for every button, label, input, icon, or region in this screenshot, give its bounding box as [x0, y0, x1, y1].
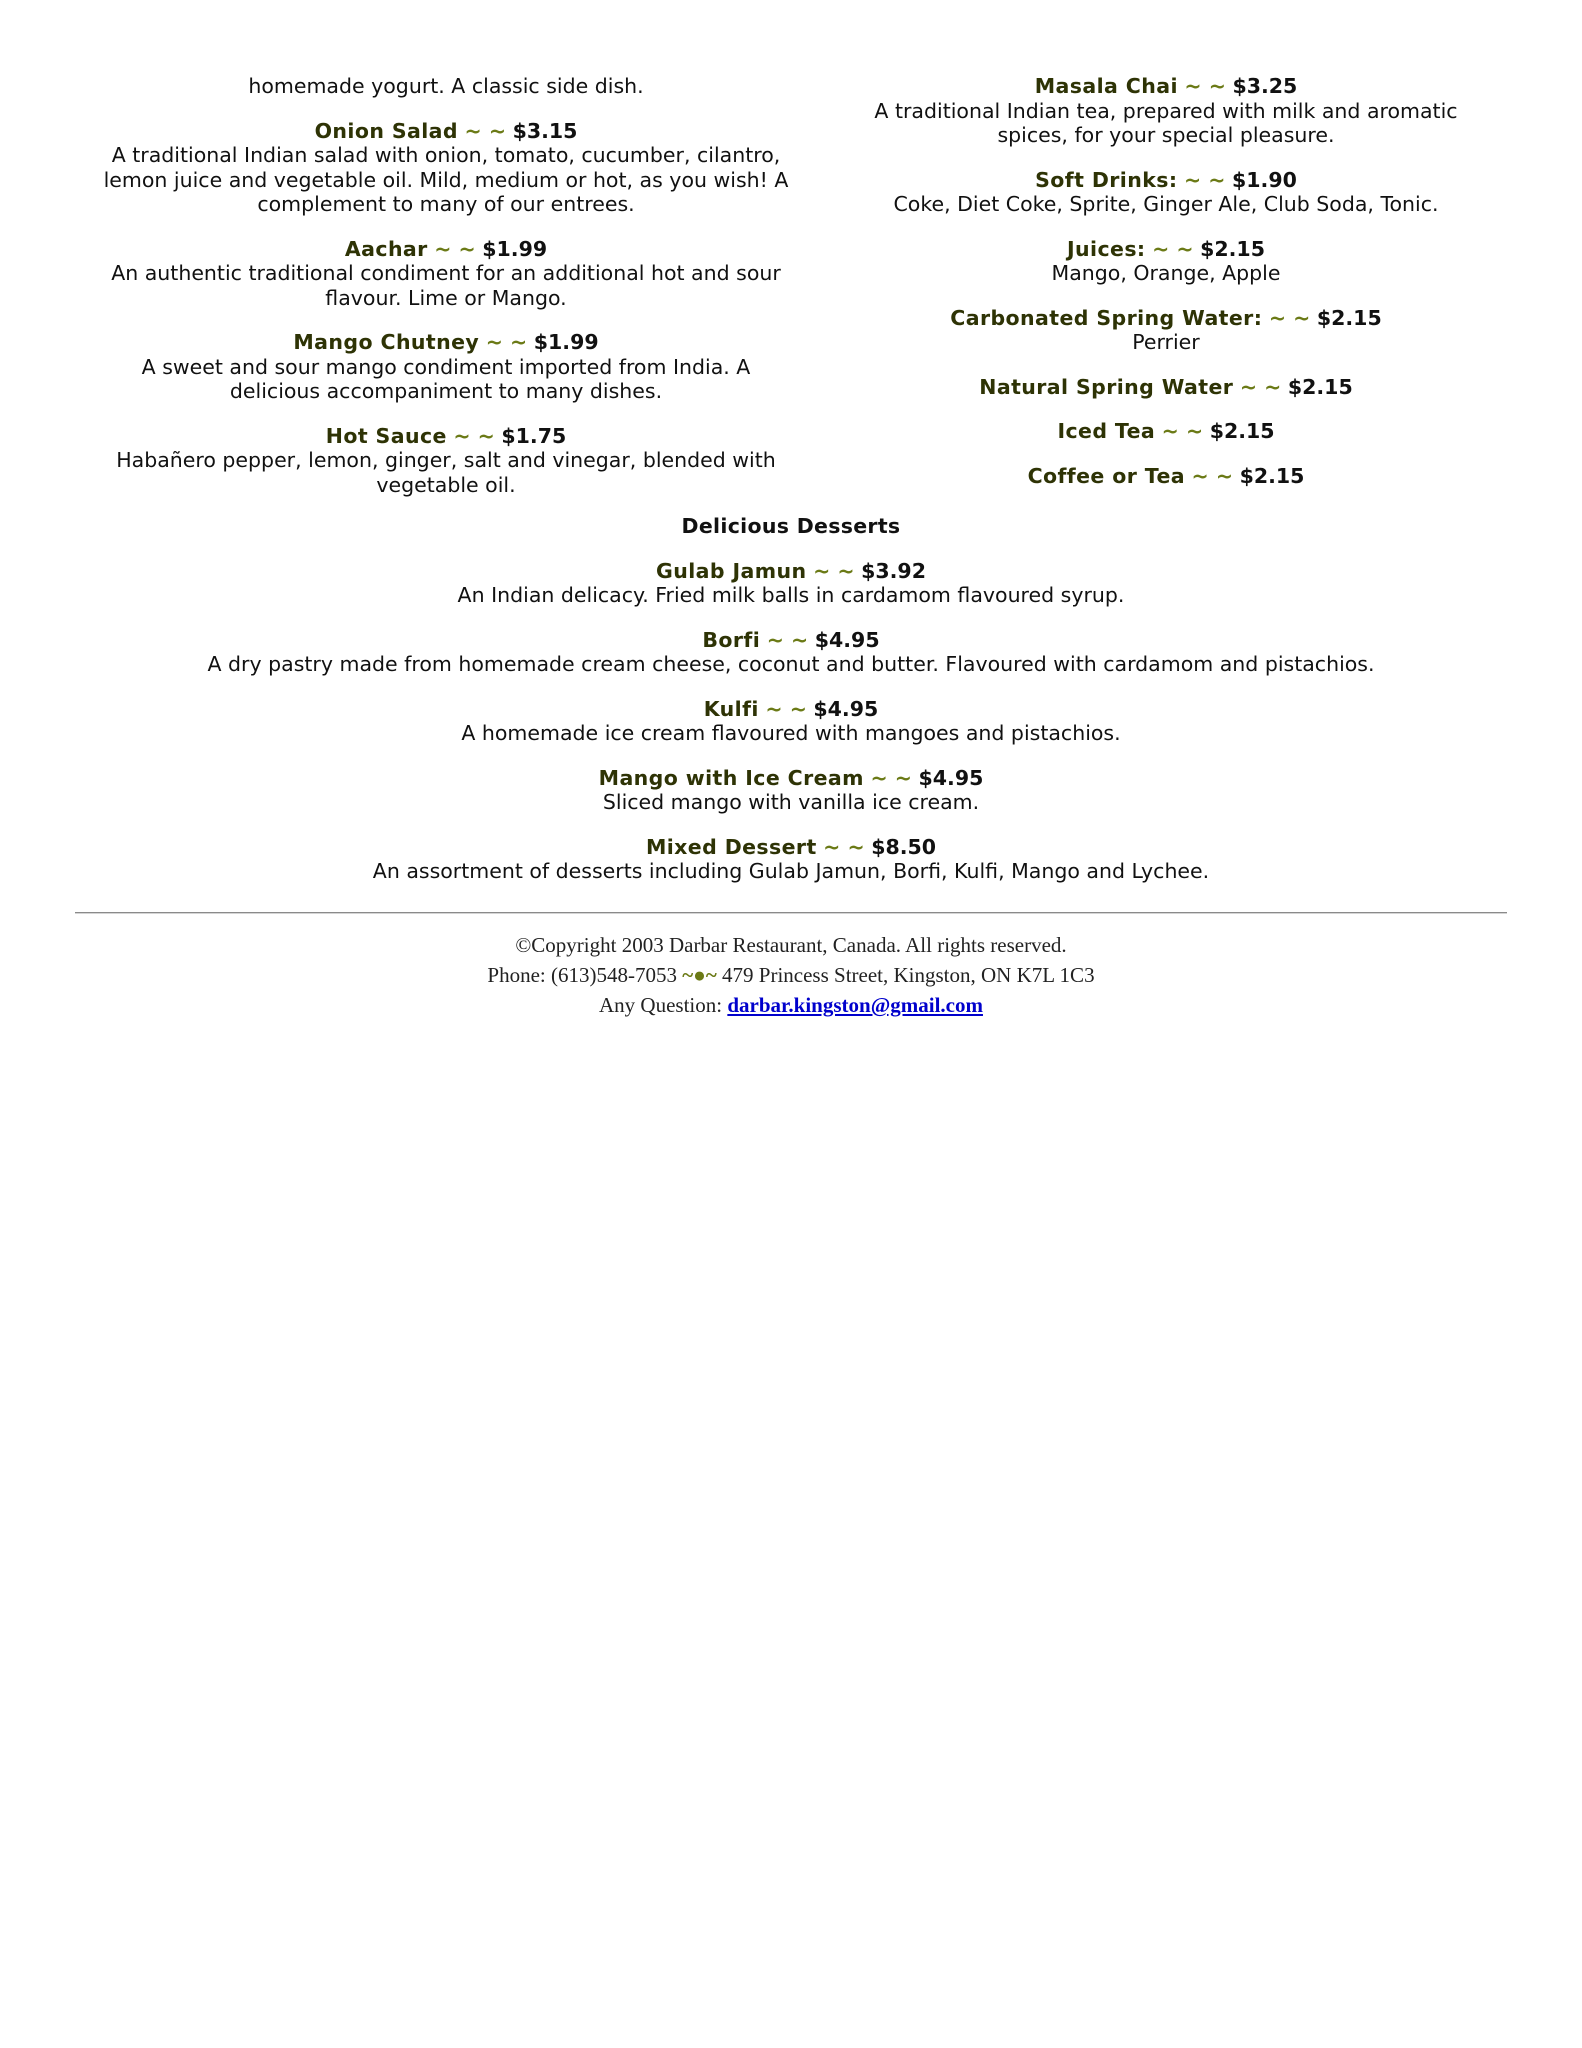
item-heading [846, 237, 1486, 262]
item-description: Coke, Diet Coke, Sprite, Ginger Ale, Club Soda, Tonic. [893, 192, 1439, 216]
item-title: Hot Sauce [325, 423, 447, 448]
tilde-separator: ~ ~ [434, 236, 476, 261]
menu-item-coffee-or-tea [846, 464, 1486, 489]
item-description: A traditional Indian salad with onion, tomato, cucumber, cilantro, lemon juice and vegetable oil. Mild, medium or hot, as you wish! A complement to many of our entrees. [103, 143, 789, 216]
item-description: A dry pastry made from homemade cream cheese, coconut and butter. Flavoured with cardamom and pistachios. [207, 652, 1375, 676]
item-price: $2.15 [1316, 305, 1382, 330]
item-title: Iced Tea [1057, 419, 1156, 443]
item-heading [96, 119, 796, 144]
item-description: An assortment of desserts including Gulab Jamun, Borfi, Kulfi, Mango and Lychee. [372, 859, 1210, 883]
item-heading [846, 419, 1486, 444]
item-heading [846, 168, 1486, 193]
menu-item-natural-water [846, 375, 1486, 400]
menu-item-soft-drinks [846, 168, 1486, 217]
tilde-separator: ~ ~ [1184, 74, 1226, 98]
item-heading [0, 628, 1582, 653]
item-description: A sweet and sour mango condiment imported from India. A delicious accompaniment to many dishes. [141, 354, 751, 403]
item-heading [0, 697, 1582, 722]
item-price: $2.15 [1209, 419, 1275, 443]
menu-item-carbonated-water [846, 306, 1486, 355]
phone-text: Phone: (613)548-7053 [487, 963, 677, 987]
item-price: $1.90 [1232, 167, 1297, 192]
email-link[interactable]: darbar.kingston@gmail.com [727, 993, 983, 1017]
item-price: $4.95 [814, 627, 880, 652]
section-heading: Delicious Desserts [681, 514, 901, 538]
item-heading [96, 330, 796, 355]
tilde-separator: ~ ~ [453, 423, 495, 448]
item-heading [846, 74, 1486, 99]
item-title: Aachar [344, 236, 428, 261]
item-price: $8.50 [871, 834, 937, 859]
tilde-separator: ~ ~ [1239, 374, 1282, 399]
item-price: $2.15 [1200, 236, 1265, 261]
tilde-separator: ~ ~ [1191, 463, 1234, 488]
item-price: $4.95 [813, 696, 879, 721]
tilde-separator: ~ ~ [1161, 419, 1204, 443]
item-title: Gulab Jamun [656, 558, 807, 583]
item-title: Borfi [702, 627, 761, 652]
left-column [96, 74, 796, 517]
menu-item-mixed-dessert [0, 835, 1582, 884]
tilde-separator: ~ ~ [870, 765, 912, 790]
menu-columns [96, 74, 1486, 517]
item-description: Habañero pepper, lemon, ginger, salt and vinegar, blended with vegetable oil. [116, 448, 776, 497]
item-heading [846, 464, 1486, 489]
menu-item-aachar [96, 237, 796, 311]
item-description: An authentic traditional condiment for an additional hot and sour flavour. Lime or Mango. [111, 261, 781, 310]
right-column [846, 74, 1486, 517]
item-description: homemade yogurt. A classic side dish. [248, 74, 644, 98]
item-title: Carbonated Spring Water: [950, 305, 1263, 330]
menu-item-onion-salad [96, 119, 796, 217]
contact-line [0, 960, 1582, 990]
item-title: Soft Drinks: [1035, 167, 1178, 192]
item-price: $3.15 [512, 118, 578, 143]
menu-item-iced-tea [846, 419, 1486, 444]
menu-item-hot-sauce [96, 424, 796, 498]
item-heading [846, 375, 1486, 400]
tilde-separator: ~ ~ [766, 627, 809, 652]
item-title: Kulfi [703, 696, 759, 721]
item-title: Onion Salad [314, 118, 458, 143]
item-price: $3.92 [861, 558, 926, 583]
footer-divider [75, 912, 1507, 914]
item-description: An Indian delicacy. Fried milk balls in cardamom flavoured syrup. [457, 583, 1125, 607]
menu-item-kulfi [0, 697, 1582, 746]
item-title: Mixed Dessert [645, 834, 817, 859]
item-description: A traditional Indian tea, prepared with milk and aromatic spices, for your special pleasure. [874, 98, 1458, 147]
menu-item-juices [846, 237, 1486, 286]
tilde-separator: ~ ~ [1152, 236, 1194, 261]
question-label: Any Question: [599, 993, 723, 1017]
copyright-text: ©Copyright 2003 Darbar Restaurant, Canada. All rights reserved. [515, 933, 1067, 957]
menu-item [96, 74, 796, 99]
address-text: 479 Princess Street, Kingston, ON K7L 1C3 [722, 963, 1095, 987]
item-heading [0, 835, 1582, 860]
tilde-separator: ~ ~ [1183, 167, 1226, 192]
tilde-separator: ~ ~ [485, 330, 528, 354]
item-description: Sliced mango with vanilla ice cream. [602, 790, 980, 814]
menu-item-mango-chutney [96, 330, 796, 404]
item-heading [96, 237, 796, 262]
menu-item-masala-chai [846, 74, 1486, 148]
item-title: Natural Spring Water [979, 374, 1234, 399]
item-heading [96, 424, 796, 449]
item-description: Mango, Orange, Apple [1051, 261, 1281, 285]
item-price: $1.99 [533, 330, 599, 354]
item-heading [0, 766, 1582, 791]
question-line [0, 990, 1582, 1020]
item-title: Masala Chai [1034, 74, 1178, 98]
item-title: Juices: [1067, 236, 1146, 261]
item-description: A homemade ice cream flavoured with mangoes and pistachios. [461, 721, 1121, 745]
tilde-separator: ~ ~ [1268, 305, 1311, 330]
separator-ornament: ~●~ [682, 963, 717, 987]
menu-item-gulab-jamun [0, 559, 1582, 608]
tilde-separator: ~ ~ [813, 558, 855, 583]
tilde-separator: ~ ~ [464, 118, 507, 143]
item-description: Perrier [1132, 330, 1200, 354]
menu-item-mango-ice-cream [0, 766, 1582, 815]
item-title: Coffee or Tea [1027, 463, 1186, 488]
item-title: Mango Chutney [293, 330, 480, 354]
footer [0, 930, 1582, 1020]
item-price: $1.99 [482, 236, 548, 261]
tilde-separator: ~ ~ [823, 834, 865, 859]
item-price: $2.15 [1239, 463, 1305, 488]
desserts-section [0, 514, 1582, 904]
item-price: $1.75 [501, 423, 567, 448]
item-price: $2.15 [1287, 374, 1353, 399]
item-heading [846, 306, 1486, 331]
item-price: $3.25 [1232, 74, 1298, 98]
item-heading [0, 559, 1582, 584]
item-price: $4.95 [918, 765, 984, 790]
item-title: Mango with Ice Cream [598, 765, 864, 790]
menu-item-borfi [0, 628, 1582, 677]
tilde-separator: ~ ~ [765, 696, 807, 721]
